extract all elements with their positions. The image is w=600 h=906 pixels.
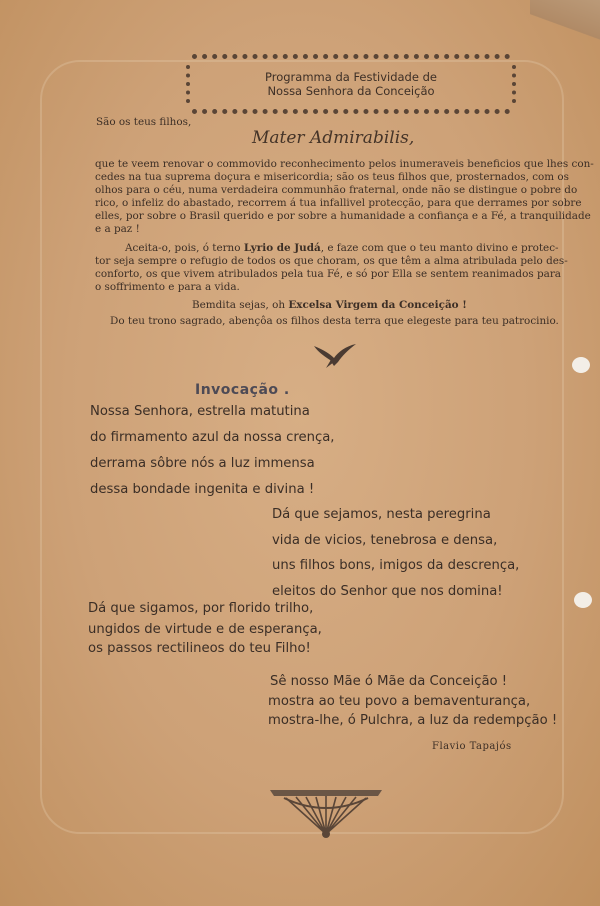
poem-line: vida de vicios, tenebrosa e densa, [272,533,498,548]
header-line-1: Programma da Festividade de [265,70,437,84]
prayer-line: elles, por sobre o Brasil querido e por sobre a humanidade a confiança e a Fé, a tranquilidade [95,210,591,222]
invocation-title: Invocação . [195,382,290,398]
prayer-title: Mater Admirabilis, [252,128,415,148]
prayer-line: rico, o infeliz do abastado, recorrem á tua infallivel protecção, para que derrames por sobre [95,197,582,209]
poem-line: Dá que sejamos, nesta peregrina [272,507,491,522]
poem-line: Sê nosso Mãe ó Mãe da Conceição ! [270,674,508,689]
prayer-line: conforto, os que vivem atribulados pela tua Fé, e só por Ella se sentem reanimados para [95,268,561,280]
closing-line: Do teu trono sagrado, abençôa os filhos desta terra que elegeste para teu patrocinio. [110,315,559,327]
poem-line: uns filhos bons, imigos da descrença, [272,558,520,573]
prayer-intro: São os teus filhos, [96,116,192,128]
lotus-fan-ornament [266,784,386,840]
poem-line: dessa bondade ingenita e divina ! [90,482,315,497]
poem-line: mostra-lhe, ó Pulchra, a luz da redempção ! [268,713,558,728]
prayer-paragraph-2: Aceita-o, pois, ó terno Lyrio de Judá, e faze com que o teu manto divino e protec- [125,242,559,254]
punch-hole [572,357,590,373]
prayer-line: tor seja sempre o refugio de todos os que choram, os que têm a alma atribulada pelo des- [95,255,568,267]
prayer-line: o soffrimento e para a vida. [95,281,240,293]
poem-line: do firmamento azul da nossa crença, [90,430,335,445]
swallow-ornament [312,340,358,370]
poem-line: ungidos de virtude e de esperança, [88,622,322,637]
poem-line: Nossa Senhora, estrella matutina [90,404,310,419]
poem-line: mostra ao teu povo a bemaventurança, [268,694,531,709]
header-line-2: Nossa Senhora da Conceição [267,84,435,98]
poem-line: os passos rectilineos do teu Filho! [88,641,311,656]
blessing-line: Bemdita sejas, oh Excelsa Virgem da Conceição ! [192,299,467,311]
prayer-line: cedes na tua suprema doçura e misericordia; são os teus filhos que, prosternados, com os [95,171,570,183]
poem-line: Dá que sigamos, por florido trilho, [88,601,314,616]
prayer-line: que te veem renovar o commovido reconhecimento pelos inumeraveis beneficios que lhes con- [95,158,594,170]
poem-line: eleitos do Senhor que nos domina! [272,584,503,599]
header-frame [192,54,510,114]
torn-corner [530,0,600,40]
poem-line: derrama sôbre nós a luz immensa [90,456,315,471]
prayer-line: olhos para o céu, numa verdadeira communhão fraternal, onde não se distingue o pobre do [95,184,578,196]
author-signature: Flavio Tapajós [432,741,512,752]
prayer-line: e a paz ! [95,223,140,235]
punch-hole [574,592,592,608]
